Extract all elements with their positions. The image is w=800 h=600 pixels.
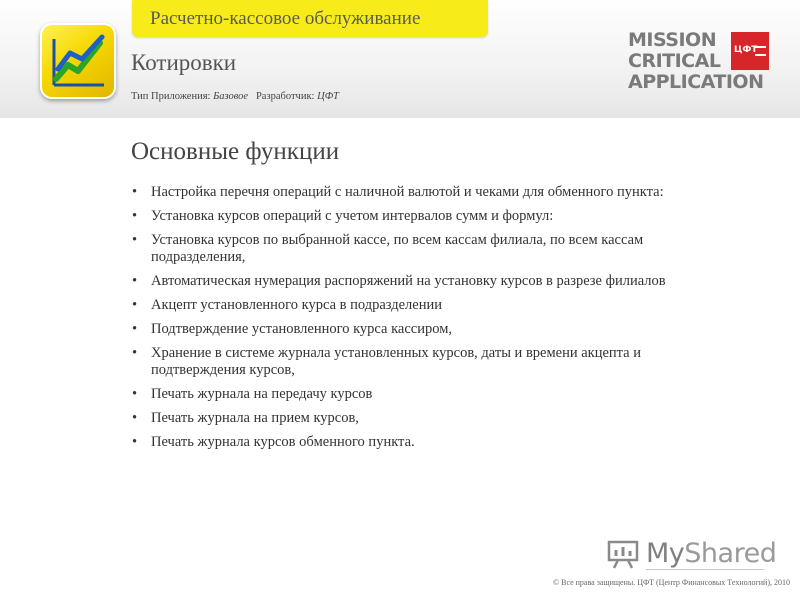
myshared-logo-icon xyxy=(606,536,642,570)
features-list xyxy=(132,184,732,458)
cft-logo xyxy=(731,32,769,70)
list-item: • Установка курсов операций с учетом интервалов сумм и формул: xyxy=(132,208,732,225)
list-item: • Акцепт установленного курса в подразделении xyxy=(132,297,732,314)
category-label: Расчетно-кассовое обслуживание xyxy=(150,8,421,29)
category-tab xyxy=(132,0,488,37)
list-item: • Хранение в системе журнала установленных курсов, даты и времени акцепта и подтверждения курсов, xyxy=(132,345,732,379)
list-item: • Автоматическая нумерация распоряжений на установку курсов в разрезе филиалов xyxy=(132,273,732,290)
list-item: • Настройка перечня операций с наличной валютой и чеками для обменного пункта: xyxy=(132,184,732,201)
cft-logo-text: ЦФТ xyxy=(734,45,758,55)
brand-line-2: CRITICAL xyxy=(628,50,721,72)
list-item: • Печать журнала курсов обменного пункта. xyxy=(132,434,732,451)
list-item: • Печать журнала на прием курсов, xyxy=(132,410,732,427)
chart-growth-icon xyxy=(40,23,116,99)
brand-line-3: APPLICATION xyxy=(628,71,764,93)
app-meta xyxy=(131,91,339,102)
type-value: Базовое xyxy=(213,91,249,102)
list-item: • Подтверждение установленного курса кассиром, xyxy=(132,321,732,338)
list-item: • Установка курсов по выбранной кассе, по всем кассам филиала, по всем кассам подразделения, xyxy=(132,232,732,266)
app-title: Котировки xyxy=(131,50,237,75)
cft-logo-lines-icon xyxy=(755,46,766,56)
watermark-text: MyShared xyxy=(646,538,777,569)
list-item: • Печать журнала на передачу курсов xyxy=(132,386,732,403)
developer-label: Разработчик: xyxy=(255,91,315,102)
copyright: © Все права защищены. ЦФТ (Центр Финансовых Технологий), 2010 xyxy=(553,578,790,587)
watermark-underline xyxy=(646,569,764,570)
section-title: Основные функции xyxy=(131,138,340,165)
myshared-watermark xyxy=(606,536,777,572)
brand-line-1: MISSION xyxy=(628,29,717,51)
developer-value: ЦФТ xyxy=(317,91,339,102)
type-label: Тип Приложения: xyxy=(131,91,211,102)
